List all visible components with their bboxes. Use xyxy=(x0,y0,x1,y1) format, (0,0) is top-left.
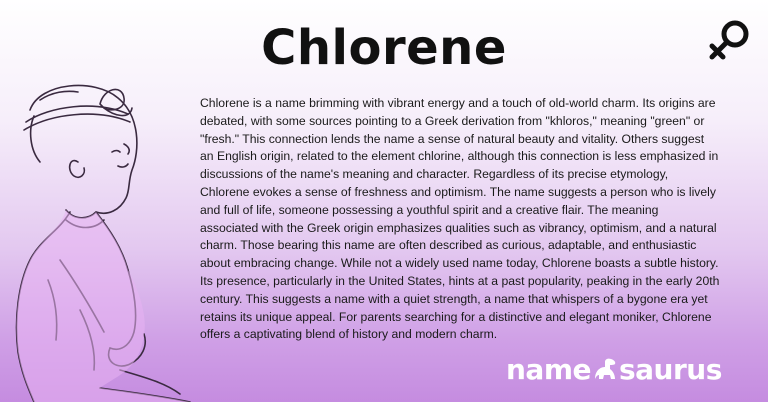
dinosaur-icon xyxy=(592,357,618,381)
logo-text-saurus: saurus xyxy=(619,353,722,386)
namesaurus-logo[interactable] xyxy=(506,353,722,386)
baby-illustration xyxy=(0,70,215,402)
name-description: Chlorene is a name brimming with vibrant energy and a touch of old-world charm. Its origins are debated, with some sources pointing to a Greek derivation from "khloros," meaning "green" or "fresh." This connection lends the name a sense of natural beauty and vitality. Others suggest an English origin, related to the element chlorine, although this connection is less emphasized in discussions of the name's meaning and character. Regardless of its precise etymology, Chlorene evokes a sense of freshness and optimism. The name suggests a person who is lively and full of life, someone possessing a youthful spirit and a creative flair. The meaning associated with the Greek origin emphasizes qualities such as vibrancy, optimism, and a natural charm. Those bearing this name are often described as curious, adaptable, and enthusiastic about embracing change. While not a widely used name today, Chlorene boasts a subtle history. Its presence, particularly in the United States, hints at a past popularity, peaking in the early 20th century. This suggests a name with a quiet strength, a name that whispers of a bygone era yet retains its unique appeal. For parents searching for a distinctive and elegant moniker, Chlorene offers a captivating blend of history and modern charm. xyxy=(200,96,720,342)
female-symbol-icon xyxy=(704,16,754,66)
page-title: Chlorene xyxy=(261,20,507,76)
logo-text-name: name xyxy=(506,353,591,386)
